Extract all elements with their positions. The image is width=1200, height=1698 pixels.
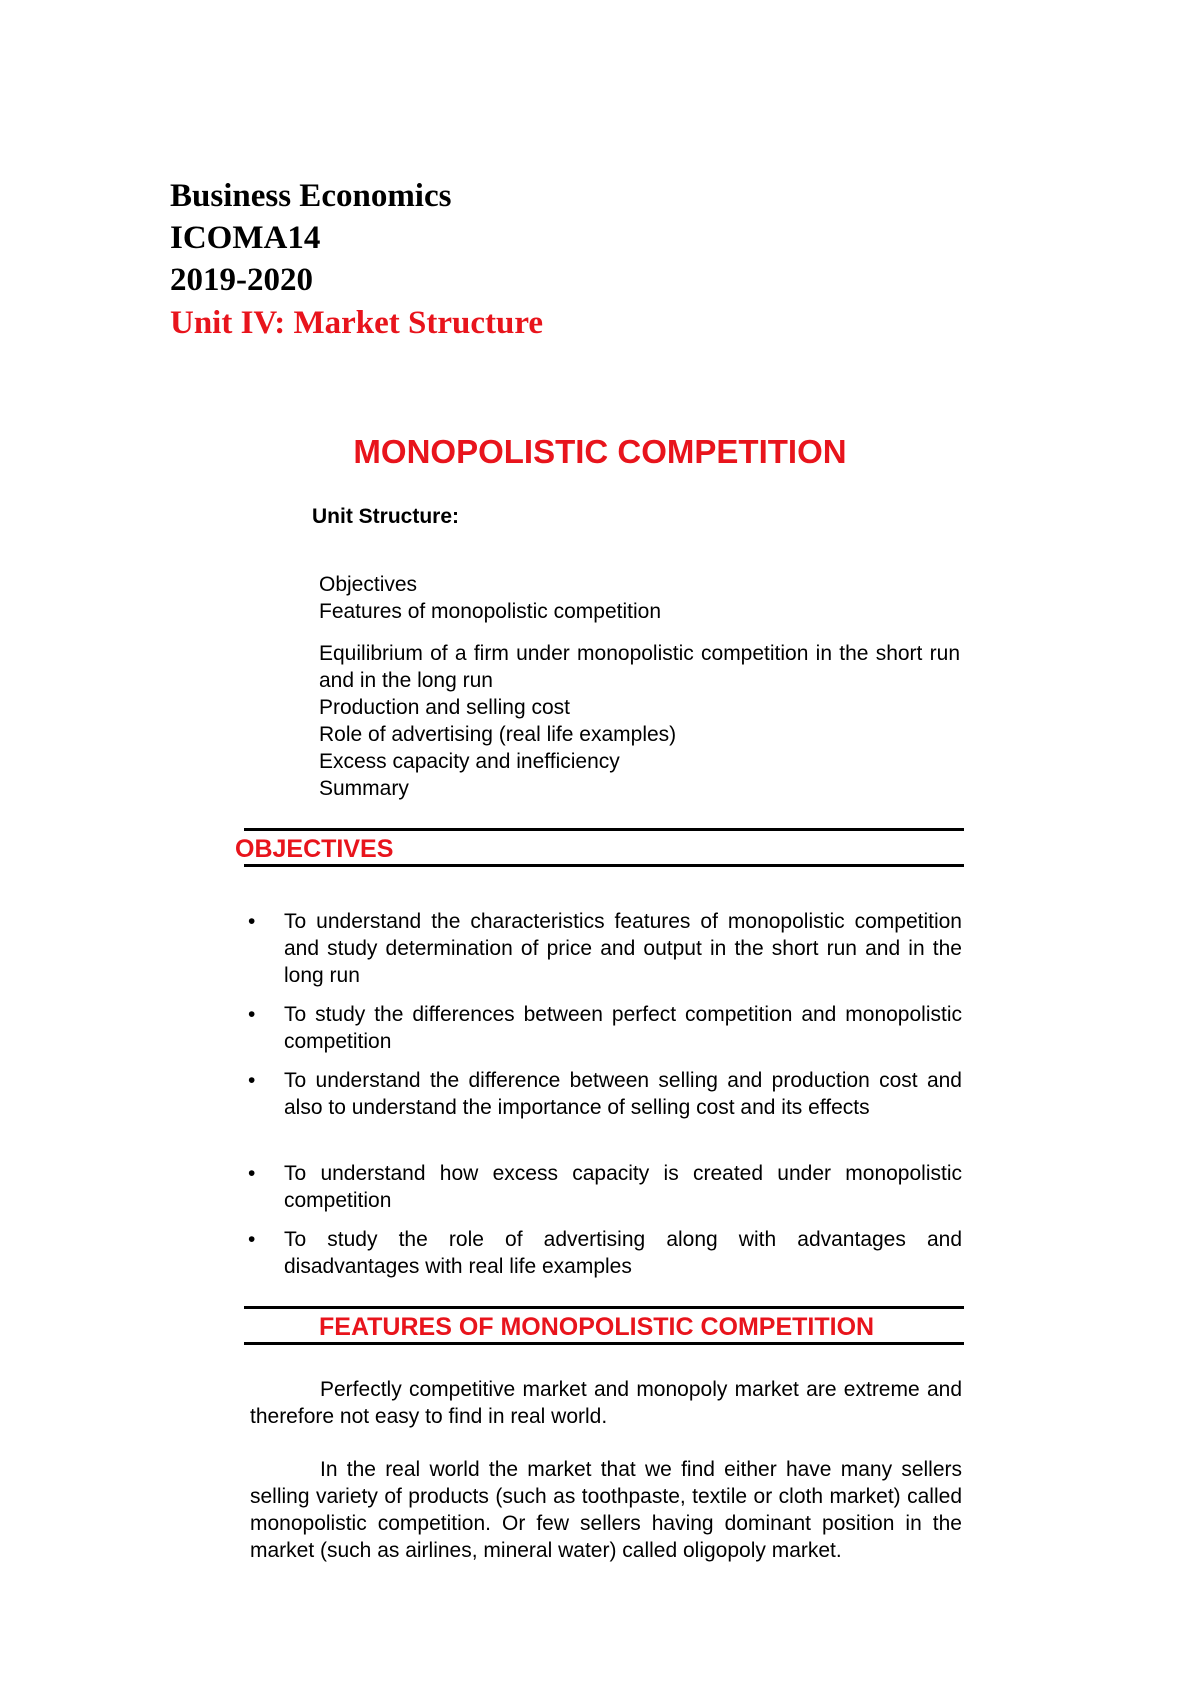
page-title: MONOPOLISTIC COMPETITION <box>353 433 847 470</box>
body-paragraph: Perfectly competitive market and monopoly market are extreme and therefore not easy to find in real world. <box>250 1378 962 1428</box>
toc-item-label: Features of monopolistic competition <box>319 600 661 623</box>
body-paragraph: In the real world the market that we find either have many sellers selling variety of products (such as toothpaste, textile or cloth market) called monopolistic competition. Or few sellers having dominant position in the market (such as airlines, mineral water) called oligopoly market. <box>250 1458 962 1562</box>
bullet-icon: • <box>248 1162 256 1185</box>
objective-item <box>248 1226 962 1280</box>
toc-item-label: Role of advertising (real life examples) <box>319 723 677 746</box>
objective-text: To study the differences between perfect competition and monopolistic competition <box>284 1003 962 1053</box>
toc-item-label: Excess capacity and inefficiency <box>319 750 620 773</box>
objective-text: To understand the characteristics features of monopolistic competition and study determination of price and output in the short run and in the long run <box>284 910 962 987</box>
toc-item-label: Objectives <box>319 573 418 596</box>
objective-item <box>248 1001 962 1055</box>
section-divider <box>244 864 964 867</box>
course-code: ICOMA14 <box>170 220 321 256</box>
objective-text: To understand the difference between selling and production cost and also to understand the importance of selling cost and its effects <box>284 1069 962 1119</box>
bullet-icon: • <box>248 1003 256 1026</box>
section-divider <box>244 1306 964 1309</box>
objective-text: To understand how excess capacity is created under monopolistic competition <box>284 1162 962 1212</box>
course-name: Business Economics <box>170 178 452 214</box>
toc-item-label: Summary <box>319 777 409 800</box>
toc-item <box>319 571 960 625</box>
toc-item <box>319 694 960 802</box>
bullet-icon: • <box>248 910 256 933</box>
objective-item <box>248 1160 962 1214</box>
section-divider <box>244 1342 964 1345</box>
bullet-icon: • <box>248 1069 256 1092</box>
academic-year: 2019-2020 <box>170 262 313 298</box>
unit-title: Unit IV: Market Structure <box>170 305 544 341</box>
objective-text: To study the role of advertising along with advantages and disadvantages with real life examples <box>284 1228 962 1278</box>
toc-item-label: Production and selling cost <box>319 696 570 719</box>
bullet-icon: • <box>248 1228 256 1251</box>
objective-item <box>248 908 962 989</box>
toc-item-label: Equilibrium of a firm under monopolistic competition in the short run and in the long run <box>319 642 960 692</box>
objectives-heading: OBJECTIVES <box>235 835 394 863</box>
objective-item <box>248 1067 962 1121</box>
section-divider <box>244 828 964 831</box>
features-heading: FEATURES OF MONOPOLISTIC COMPETITION <box>319 1313 875 1341</box>
unit-structure-label: Unit Structure: <box>312 505 459 528</box>
